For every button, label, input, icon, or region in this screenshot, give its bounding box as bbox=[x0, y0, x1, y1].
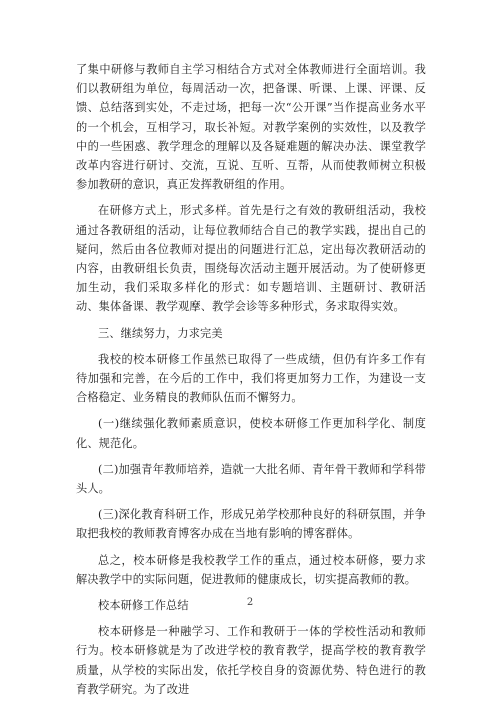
document-body bbox=[76, 60, 426, 706]
list-item-research-work: (三)深化教育科研工作，形成兄弟学校那种良好的科研氛围，并争取把我校的教师教育博客办成在当地有影响的博客群体。 bbox=[76, 508, 426, 541]
paragraph-achievements: 我校的校本研修工作虽然已取得了一些成绩，但仍有许多工作有待加强和完善，在今后的工作中，我们将更加努力工作，为建设一支合格稳定、业务精良的教师队伍而不懈努力。 bbox=[76, 352, 426, 405]
list-item-young-teachers: (二)加强青年教师培养，造就一大批名师、青年骨干教师和学科带头人。 bbox=[76, 462, 426, 496]
paragraph-definition: 校本研修是一种融学习、工作和教研于一体的学校性活动和教师行为。校本研修就是为了改进学校的教育教学，提高学校的教育教学质量，从学校的实际出发，依托学校自身的资源优势、特色进行的教育教学研究。为了改进 bbox=[76, 625, 426, 696]
section-title-summary: 校本研修工作总结 bbox=[98, 599, 189, 613]
paragraph-conclusion: 总之，校本研修是我校教学工作的重点，通过校本研修，要力求解决教学中的实际问题，促进教师的健康成长，切实提高教师的教。 bbox=[76, 553, 426, 586]
page-number: 2 bbox=[246, 597, 254, 608]
list-item-quality-awareness: (一)继续强化教师素质意识，使校本研修工作更加科学化、制度化、规范化。 bbox=[76, 417, 426, 450]
paragraph-research-forms: 在研修方式上，形式多样。首先是行之有效的教研组活动，我校通过各教研组的活动，让每位教师结合自己的教学实践，提出自己的疑问，然后由各位教师对提出的问题进行汇总，定出每次教研活动的内容，由教研组长负责，围绕每次活动主题开展活动。为了使研修更加生动，我们采取多样化的形式：如专题培训、主题研讨、教研活动、集体备课、教学观摩、教学会诊等多种形式，务求取得实效。 bbox=[76, 204, 426, 314]
section-heading-continue-effort: 三、继续努力，力求完美 bbox=[98, 326, 223, 340]
paragraph-training-method: 了集中研修与教师自主学习相结合方式对全体教师进行全面培训。我们以教研组为单位，每周活动一次，把备课、听课、上课、评课、反馈、总结落到实处，不走过场，把每一次“公开课”当作提高业务水平的一个机会，互相学习，取长补短。对教学案例的实效性，以及教学中的一些困惑、教学理念的理解以及各疑难题的解决办法、课堂教学改革内容进行研讨、交流，互说、互听、互帮，从而使教师树立积极参加教研的意识，真正发挥教研组的作用。 bbox=[76, 63, 426, 192]
